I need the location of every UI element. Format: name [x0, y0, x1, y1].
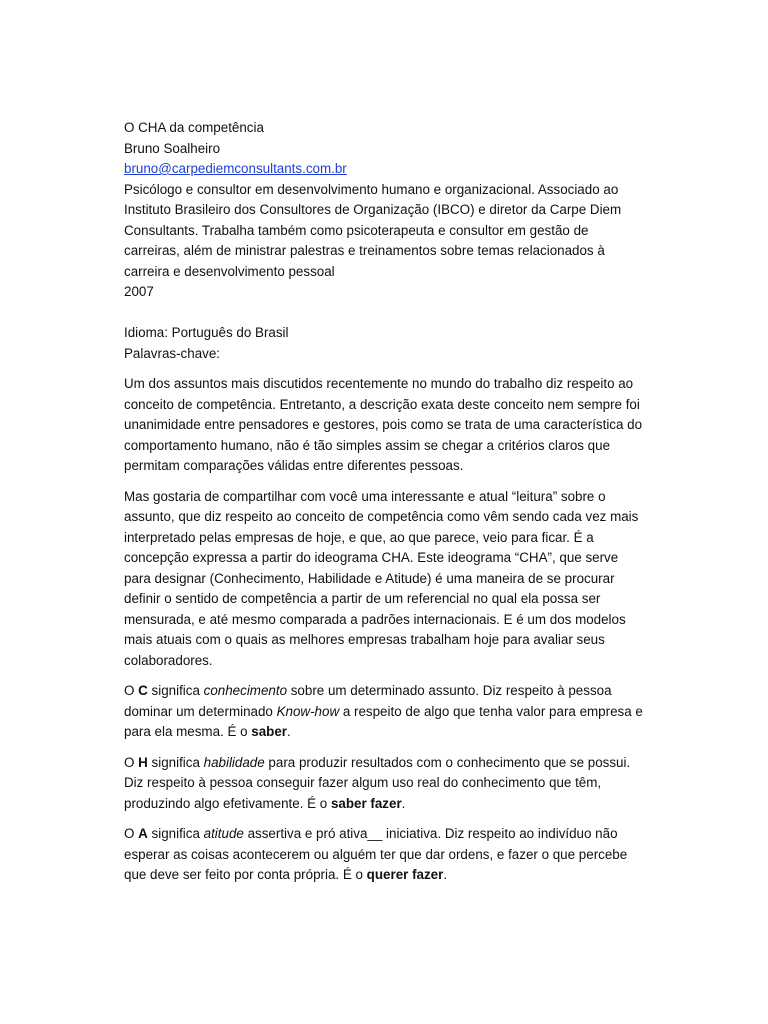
key-querer-fazer: querer fazer [366, 867, 444, 882]
document-title: O CHA da competência [124, 120, 264, 135]
letter-h: H [138, 754, 148, 770]
blank-line [124, 303, 646, 324]
paragraph-intro: Um dos assuntos mais discutidos recentemente no mundo do trabalho diz respeito ao conceito de competência. Entretanto, a descrição exata deste conceito nem sempre foi unanimidade entre pensadores e gestores, pois como se trata de uma característica do comportamento humano, não é tão simples assim se chegar a critérios claros que permitam comparações válidas entre diferentes pessoas. [124, 376, 643, 473]
paragraph-h-skill: O H significa habilidade para produzir resultados com o conhecimento que se possui. Diz respeito à pessoa conseguir fazer algum uso real do conhecimento que têm, produzindo algo efetivamente. É o saber fazer. [124, 754, 631, 811]
key-saber-fazer: saber fazer [330, 795, 402, 811]
letter-c: C [138, 683, 148, 698]
term-conhecimento: conhecimento [203, 683, 288, 698]
document-page [124, 118, 646, 896]
author-email-link[interactable]: bruno@carpediemconsultants.com.br [124, 161, 347, 176]
publication-year: 2007 [124, 284, 154, 299]
letter-a: A [138, 826, 148, 841]
keywords-label: Palavras-chave: [124, 345, 221, 361]
author-bio: Psicólogo e consultor em desenvolvimento humano e organizacional. Associado ao Instituto Brasileiro dos Consultores de Organização (IBCO) e diretor da Carpe Diem Consultants. Trabalha também como psicoterapeuta e consultor em gestão de carreiras, além de ministrar palestras e treinamentos sobre temas relacionados à carreira e desenvolvimento pessoal [124, 181, 622, 279]
term-habilidade: habilidade [203, 754, 265, 770]
paragraph-c-knowledge: O C significa conhecimento sobre um determinado assunto. Diz respeito à pessoa dominar um determinado Know-how a respeito de algo que tenha valor para empresa e para ela mesma. É o saber. [124, 683, 643, 739]
term-atitude: atitude [203, 826, 244, 841]
key-saber: saber [251, 724, 288, 739]
author-name: Bruno Soalheiro [124, 140, 221, 156]
paragraph-cha-concept: Mas gostaria de compartilhar com você uma interessante e atual “leitura” sobre o assunto, que diz respeito ao conceito de competência como vêm sendo cada vez mais interpretado pelas empresas de hoje, e que, ao que parece, veio para ficar. É a concepção expressa a partir do ideograma CHA. Este ideograma “CHA”, que serve para designar (Conhecimento, Habilidade e Atitude) é uma maneira de se procurar definir o sentido de competência a partir de um referencial no qual ela possa ser mensurada, e até mesmo comparada a padrões internacionais. E é um dos modelos mais atuais com o quais as melhores empresas trabalham hoje para avaliar seus colaboradores. [124, 488, 639, 668]
paragraph-a-attitude: O A significa atitude assertiva e pró ativa__ iniciativa. Diz respeito ao indivíduo não esperar as coisas acontecerem ou alguém ter que dar ordens, e fazer o que percebe que deve ser feito por conta própria. É o querer fazer. [124, 826, 628, 882]
term-know-how: Know-how [276, 703, 340, 719]
language-label: Idioma: Português do Brasil [124, 325, 289, 340]
